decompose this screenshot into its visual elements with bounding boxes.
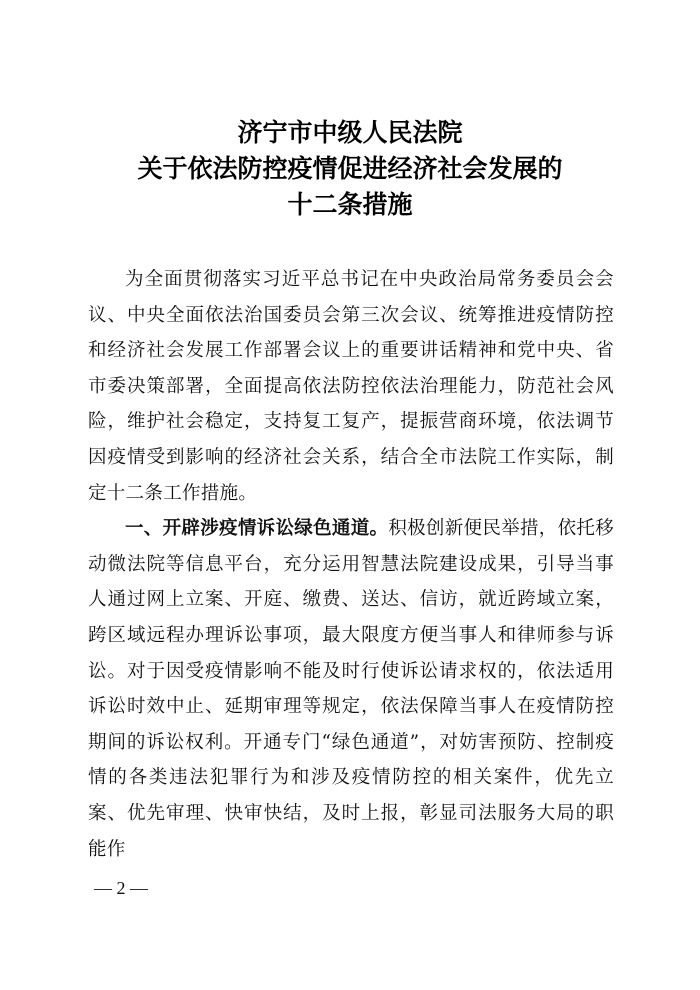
section-1-paragraph — [88, 511, 614, 867]
title-line-2: 关于依法防控疫情促进经济社会发展的 — [137, 154, 563, 183]
title-line-3: 十二条措施 — [287, 190, 413, 219]
section-1-heading: 一、开辟涉疫情诉讼绿色通道。 — [125, 518, 389, 540]
document-body — [88, 262, 614, 867]
page-number: — 2 — — [94, 878, 148, 898]
intro-paragraph: 为全面贯彻落实习近平总书记在中央政治局常务委员会会议、中央全面依法治国委员会第三次会议、统筹推进疫情防控和经济社会发展工作部署会议上的重要讲话精神和党中央、省市委决策部署，全面提高依法防控依法治理能力，防范社会风险，维护社会稳定，支持复工复产，提振营商环境，依法调节因疫情受到影响的经济社会关系，结合全市法院工作实际，制定十二条工作措施。 — [88, 269, 614, 504]
title-line-1: 济宁市中级人民法院 — [237, 118, 463, 147]
section-1-text: 积极创新便民举措，依托移动微法院等信息平台，充分运用智慧法院建设成果，引导当事人通过网上立案、开庭、缴费、送达、信访，就近跨域立案，跨区域远程办理诉讼事项，最大限度方便当事人和律师参与诉讼。对于因受疫情影响不能及时行使诉讼请求权的，依法适用诉讼时效中止、延期审理等规定，依法保障当事人在疫情防控期间的诉讼权利。开通专门“绿色通道”，对妨害预防、控制疫情的各类违法犯罪行为和涉及疫情防控的相关案件，优先立案、优先审理、快审快结，及时上报，彰显司法服务大局的职能作 — [88, 518, 614, 860]
